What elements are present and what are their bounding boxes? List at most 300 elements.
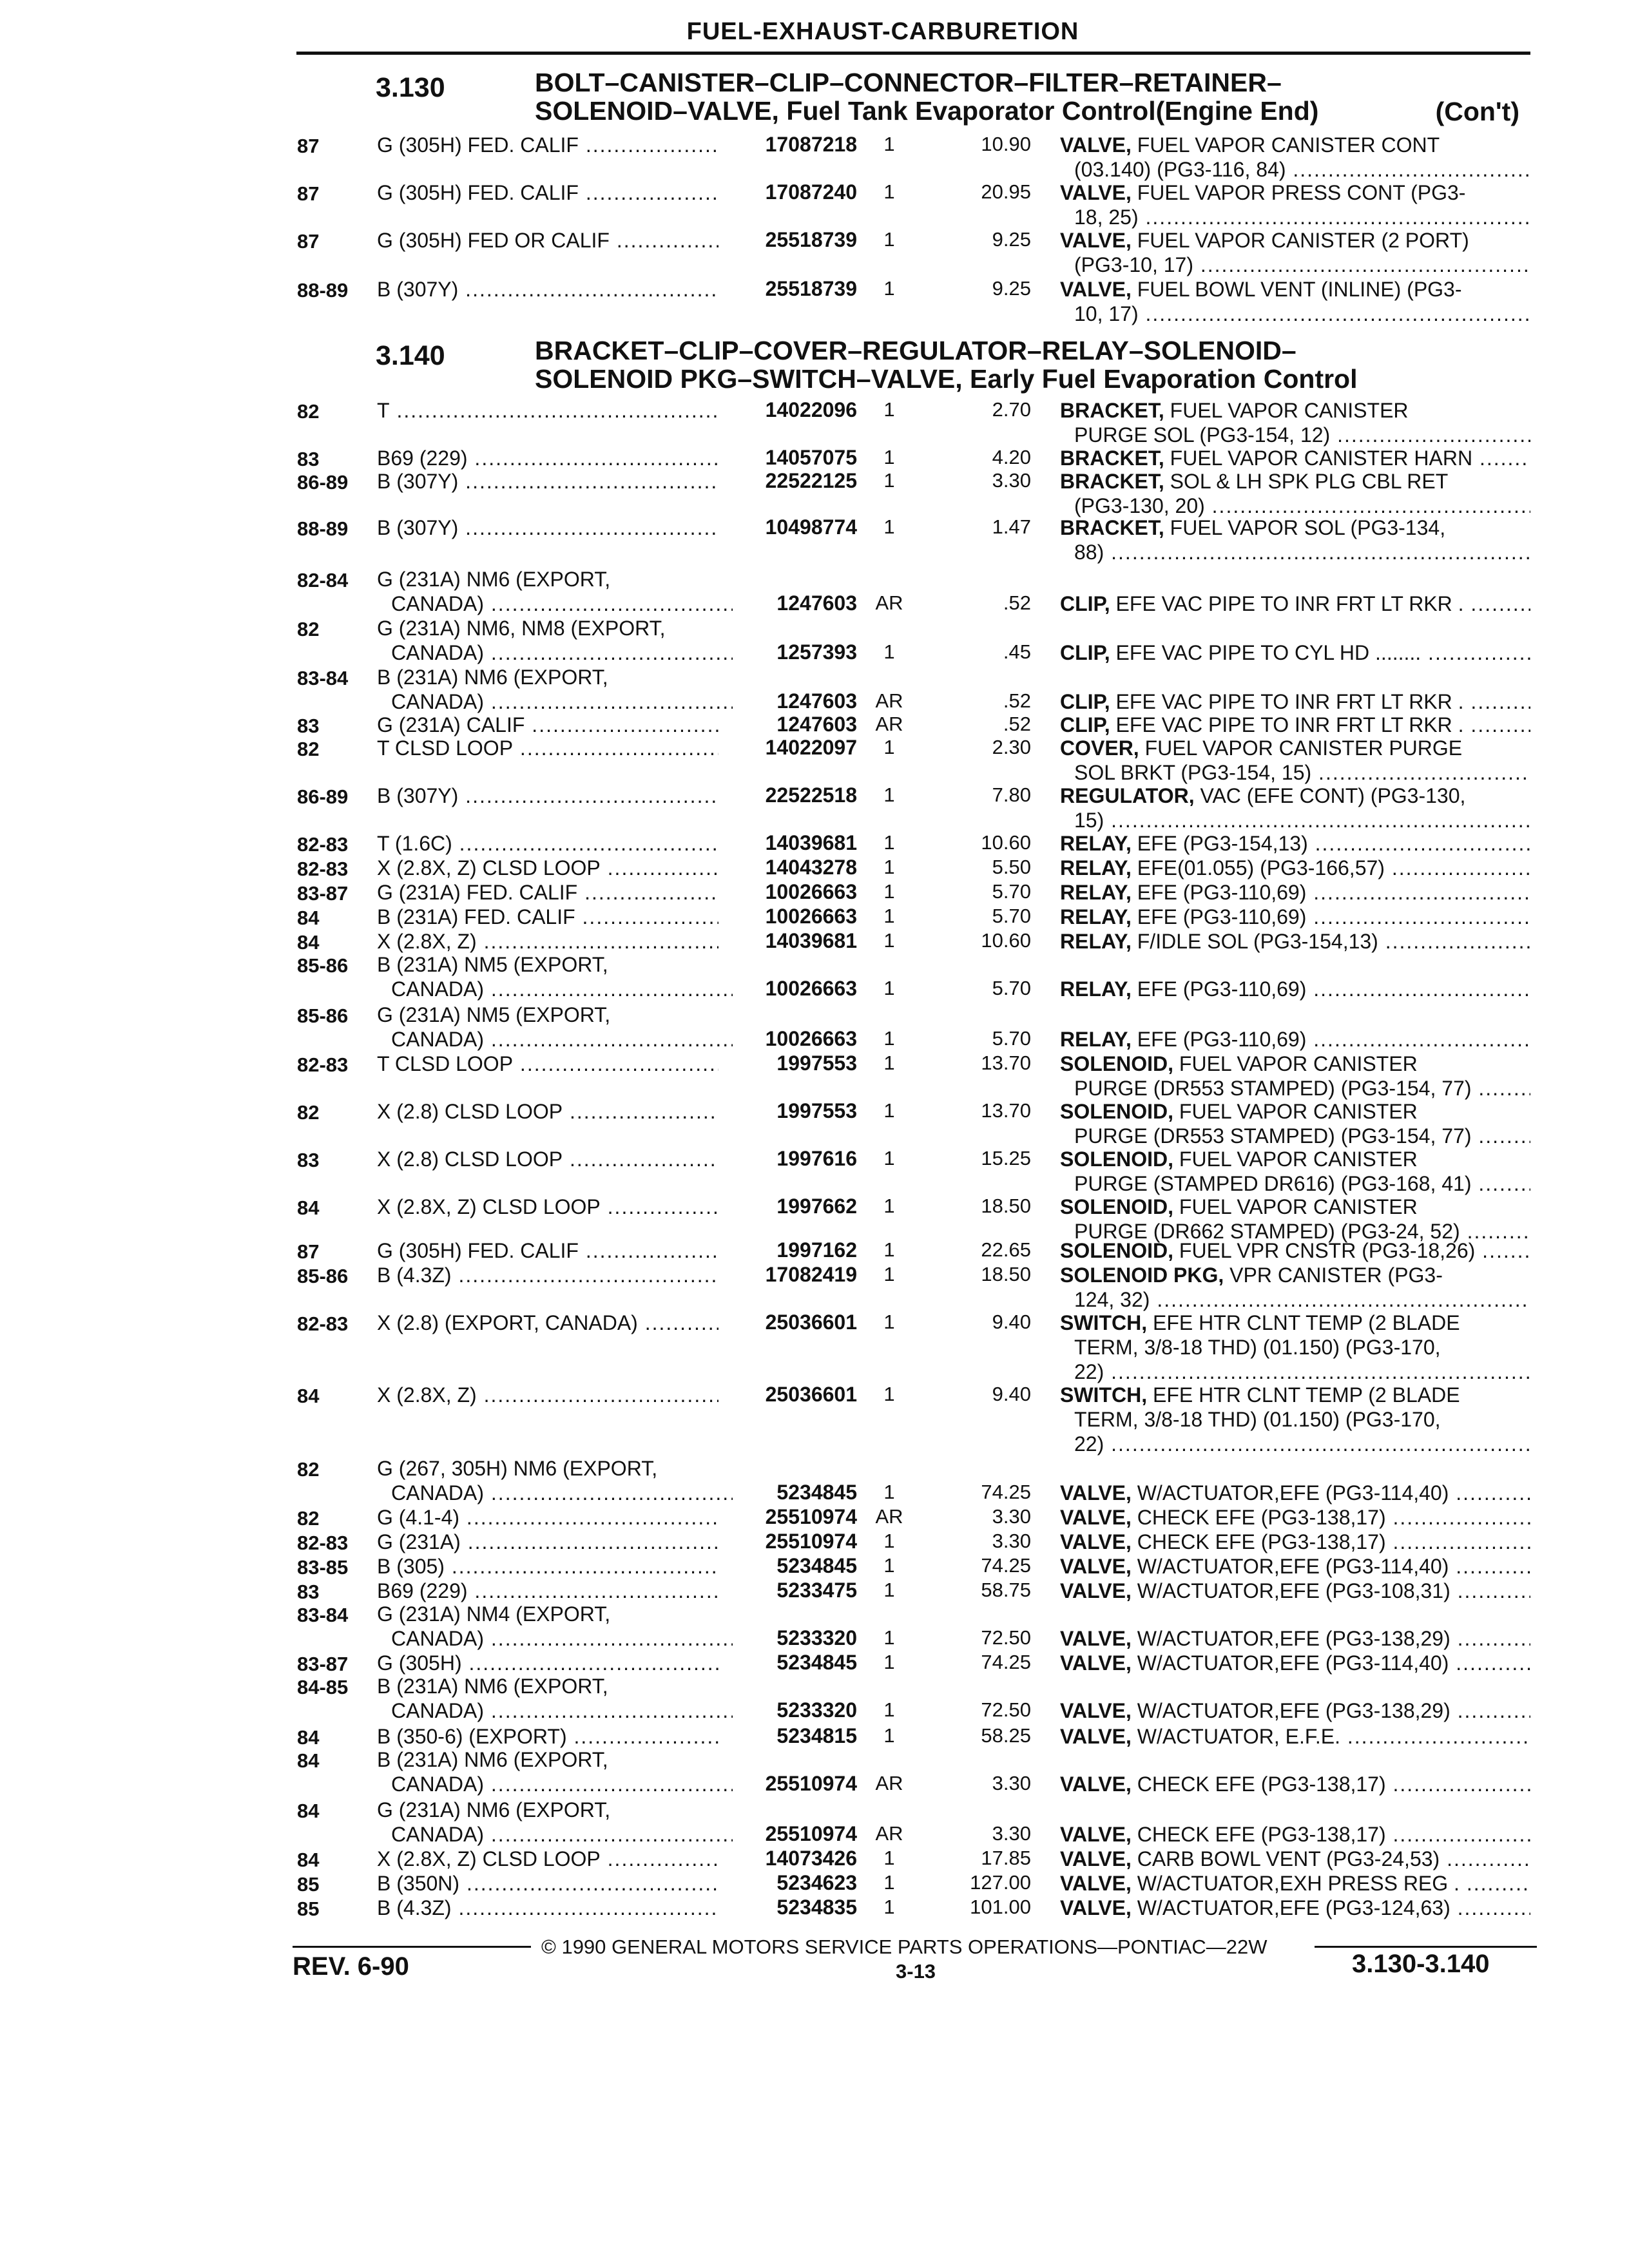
row-description-text: PURGE (DR553 STAMPED) (PG3-154, 77) xyxy=(1074,1124,1472,1148)
row-price: 22.65 xyxy=(981,1238,1031,1261)
row-description-name: SOLENOID PKG, xyxy=(1060,1264,1224,1287)
row-description-text: FUEL VAPOR CANISTER xyxy=(1179,1100,1418,1123)
row-model-text: B69 (229) xyxy=(377,447,468,470)
row-model xyxy=(377,180,718,205)
row-price: 18.50 xyxy=(981,1195,1031,1217)
row-part-number: 25518739 xyxy=(765,277,857,300)
row-description-name: BRACKET, xyxy=(1060,399,1164,422)
row-price: 5.70 xyxy=(992,1027,1031,1050)
row-model-text: B (231A) NM6 (EXPORT, xyxy=(377,1748,608,1771)
row-part-number: 1997616 xyxy=(776,1147,857,1170)
row-quantity: 1 xyxy=(883,1626,895,1649)
row-description-text: W/ACTUATOR,EFE (PG3-114,40) xyxy=(1137,1651,1449,1675)
row-model xyxy=(377,228,718,253)
row-quantity: 1 xyxy=(883,1481,895,1503)
row-model xyxy=(377,398,718,423)
row-description-name: COVER, xyxy=(1060,736,1139,760)
row-price: 3.30 xyxy=(992,469,1031,492)
row-year: 82-84 xyxy=(297,569,349,591)
row-year: 82-83 xyxy=(297,1532,349,1554)
row-description-name: VALVE, xyxy=(1060,1725,1132,1748)
row-description xyxy=(1060,977,1530,1001)
row-year: 83-84 xyxy=(297,667,349,689)
row-price: 3.30 xyxy=(992,1505,1031,1528)
row-quantity: 1 xyxy=(883,469,895,492)
row-description xyxy=(1060,180,1530,229)
row-description xyxy=(1060,1896,1530,1920)
row-part-number: 25518739 xyxy=(765,228,857,251)
row-part-number: 1247603 xyxy=(776,713,857,736)
row-description-text: FUEL VAPOR CANISTER (2 PORT) xyxy=(1137,229,1469,252)
row-year: 83-84 xyxy=(297,1604,349,1626)
header-rule xyxy=(296,52,1530,55)
row-year: 84 xyxy=(297,1800,320,1822)
row-description-name: VALVE, xyxy=(1060,1847,1132,1870)
row-model xyxy=(377,1724,718,1749)
row-model-text: B (307Y) xyxy=(377,784,459,807)
row-model-text: B (4.3Z) xyxy=(377,1896,452,1919)
row-description-text: SOL BRKT (PG3-154, 15) xyxy=(1074,761,1312,784)
row-model xyxy=(377,1238,718,1263)
row-year: 82 xyxy=(297,1101,320,1124)
row-description-name: RELAY, xyxy=(1060,832,1132,855)
row-model-text: B (350N) xyxy=(377,1872,460,1895)
row-description xyxy=(1060,929,1530,954)
row-model xyxy=(377,783,718,808)
row-description-text: 15) xyxy=(1074,809,1104,832)
row-part-number: 1247603 xyxy=(776,591,857,615)
row-price: 74.25 xyxy=(981,1481,1031,1503)
row-part-number: 14057075 xyxy=(765,446,857,469)
row-price: 13.70 xyxy=(981,1052,1031,1074)
row-year: 87 xyxy=(297,135,320,157)
row-model xyxy=(377,277,718,302)
row-part-number: 25510974 xyxy=(765,1530,857,1553)
row-quantity: 1 xyxy=(883,1383,895,1405)
row-part-number: 10026663 xyxy=(765,977,857,1000)
row-quantity: AR xyxy=(875,591,903,614)
row-part-number: 5233320 xyxy=(776,1698,857,1722)
row-description xyxy=(1060,1698,1530,1723)
row-part-number: 17087218 xyxy=(765,133,857,156)
row-description-name: BRACKET, xyxy=(1060,470,1164,493)
row-price: 74.25 xyxy=(981,1651,1031,1673)
row-year: 83 xyxy=(297,1149,320,1171)
row-model xyxy=(377,831,718,856)
row-price: 20.95 xyxy=(981,180,1031,203)
row-year: 84 xyxy=(297,1726,320,1749)
row-description-name: RELAY, xyxy=(1060,881,1132,904)
row-year: 82-83 xyxy=(297,1312,349,1335)
row-price: 10.60 xyxy=(981,929,1031,952)
row-description-name: SOLENOID, xyxy=(1060,1100,1174,1123)
row-model-text: B (350-6) (EXPORT) xyxy=(377,1725,567,1748)
row-quantity: 1 xyxy=(883,1195,895,1217)
row-description-text: EFE HTR CLNT TEMP (2 BLADE xyxy=(1152,1311,1460,1334)
row-model xyxy=(377,1747,718,1796)
row-part-number: 10498774 xyxy=(765,515,857,539)
row-description-text: CARB BOWL VENT (PG3-24,53) xyxy=(1137,1847,1440,1870)
row-quantity: 1 xyxy=(883,1530,895,1552)
row-description-name: VALVE, xyxy=(1060,1823,1132,1846)
row-price: 5.50 xyxy=(992,856,1031,878)
row-description xyxy=(1060,1724,1530,1749)
row-description xyxy=(1060,1052,1530,1100)
row-description xyxy=(1060,713,1530,737)
row-model-text: X (2.8) CLSD LOOP xyxy=(377,1148,563,1171)
row-description-name: VALVE, xyxy=(1060,1579,1132,1602)
row-model-text: B (305) xyxy=(377,1555,445,1578)
row-quantity: 1 xyxy=(883,1052,895,1074)
row-model xyxy=(377,880,718,905)
row-model xyxy=(377,665,718,714)
row-quantity: 1 xyxy=(883,1847,895,1869)
row-quantity: 1 xyxy=(883,1651,895,1673)
row-part-number: 25036601 xyxy=(765,1383,857,1406)
row-model-text: T xyxy=(377,399,390,422)
row-description-name: SOLENOID, xyxy=(1060,1052,1174,1075)
row-description-text: PURGE (STAMPED DR616) (PG3-168, 41) xyxy=(1074,1172,1472,1195)
row-model-text: X (2.8) CLSD LOOP xyxy=(377,1100,563,1123)
row-quantity: 1 xyxy=(883,1871,895,1894)
row-model-text: X (2.8X, Z) xyxy=(377,1383,477,1407)
row-part-number: 14043278 xyxy=(765,856,857,879)
row-year: 82 xyxy=(297,400,320,423)
row-description-name: VALVE, xyxy=(1060,1481,1132,1504)
row-part-number: 5234815 xyxy=(776,1724,857,1747)
row-model xyxy=(377,1554,718,1579)
row-price: 10.60 xyxy=(981,831,1031,854)
row-quantity: 1 xyxy=(883,446,895,468)
row-model xyxy=(377,856,718,880)
row-model xyxy=(377,567,718,616)
row-description-text: CHECK EFE (PG3-138,17) xyxy=(1137,1506,1386,1529)
row-part-number: 10026663 xyxy=(765,1027,857,1050)
row-year: 84 xyxy=(297,907,320,929)
row-description xyxy=(1060,1772,1530,1796)
row-year: 83-87 xyxy=(297,882,349,905)
row-description xyxy=(1060,1195,1530,1244)
row-description-text: (PG3-10, 17) xyxy=(1074,253,1193,276)
row-model-text: CANADA) xyxy=(391,977,485,1001)
row-model xyxy=(377,616,718,665)
row-description xyxy=(1060,1505,1530,1530)
row-description xyxy=(1060,1311,1530,1384)
row-model xyxy=(377,1530,718,1554)
row-description-text: W/ACTUATOR,EFE (PG3-124,63) xyxy=(1137,1896,1451,1919)
row-model xyxy=(377,1099,718,1124)
row-part-number: 10026663 xyxy=(765,905,857,928)
row-model-text: G (305H) FED. CALIF xyxy=(377,1239,579,1262)
row-part-number: 25510974 xyxy=(765,1772,857,1795)
row-description-text: W/ACTUATOR,EFE (PG3-138,29) xyxy=(1137,1627,1451,1650)
row-description-name: RELAY, xyxy=(1060,977,1132,1001)
row-model-text: CANADA) xyxy=(391,1773,485,1796)
row-description-text: CHECK EFE (PG3-138,17) xyxy=(1137,1530,1386,1553)
row-description-name: RELAY, xyxy=(1060,930,1132,953)
row-description-name: VALVE, xyxy=(1060,1506,1132,1529)
row-description xyxy=(1060,1238,1530,1263)
row-description-name: RELAY, xyxy=(1060,905,1132,928)
section-title-line: BRACKET–CLIP–COVER–REGULATOR–RELAY–SOLENOID– xyxy=(535,336,1296,365)
row-year: 82 xyxy=(297,618,320,640)
row-quantity: 1 xyxy=(883,640,895,663)
row-price: 3.30 xyxy=(992,1772,1031,1794)
row-description-name: SWITCH, xyxy=(1060,1383,1148,1407)
row-description-text: FUEL VPR CNSTR (PG3-18,26) xyxy=(1179,1239,1476,1262)
row-model-text: X (2.8X, Z) CLSD LOOP xyxy=(377,856,601,879)
row-description-text: EFE VAC PIPE TO CYL HD ........ xyxy=(1115,641,1422,664)
row-model-text: CANADA) xyxy=(391,1823,485,1846)
row-model-text: B (231A) NM6 (EXPORT, xyxy=(377,1675,608,1698)
section-title-line: BOLT–CANISTER–CLIP–CONNECTOR–FILTER–RETAINER– xyxy=(535,68,1282,97)
row-description xyxy=(1060,1871,1530,1896)
section-continued: (Con't) xyxy=(1435,97,1519,126)
row-description-name: CLIP, xyxy=(1060,592,1110,615)
row-year: 87 xyxy=(297,1240,320,1263)
row-quantity: 1 xyxy=(883,1724,895,1747)
row-description xyxy=(1060,1147,1530,1196)
row-model-text: CANADA) xyxy=(391,592,485,615)
row-description xyxy=(1060,469,1530,518)
row-quantity: 1 xyxy=(883,228,895,251)
row-part-number: 22522125 xyxy=(765,469,857,492)
row-model xyxy=(377,713,718,737)
row-description-text: EFE VAC PIPE TO INR FRT LT RKR . xyxy=(1115,690,1464,713)
row-quantity: 1 xyxy=(883,929,895,952)
row-description-text: PURGE (DR553 STAMPED) (PG3-154, 77) xyxy=(1074,1077,1472,1100)
row-part-number: 17087240 xyxy=(765,180,857,204)
row-description-name: VALVE, xyxy=(1060,181,1132,204)
row-description-name: VALVE, xyxy=(1060,1699,1132,1722)
row-model xyxy=(377,905,718,929)
row-model xyxy=(377,1847,718,1871)
row-description-name: SWITCH, xyxy=(1060,1311,1148,1334)
row-part-number: 5234845 xyxy=(776,1651,857,1674)
row-model-text: B (307Y) xyxy=(377,516,459,539)
row-model xyxy=(377,515,718,540)
row-model xyxy=(377,1052,718,1076)
row-model xyxy=(377,1896,718,1920)
row-description-name: VALVE, xyxy=(1060,278,1132,301)
row-price: 7.80 xyxy=(992,783,1031,806)
row-description-text: EFE HTR CLNT TEMP (2 BLADE xyxy=(1152,1383,1460,1407)
row-description-name: VALVE, xyxy=(1060,1530,1132,1553)
row-price: 9.25 xyxy=(992,277,1031,300)
row-description xyxy=(1060,398,1530,447)
row-description-text: 88) xyxy=(1074,541,1104,564)
row-description-text: EFE (PG3-110,69) xyxy=(1137,1028,1307,1051)
row-model-text: X (2.8X, Z) xyxy=(377,930,477,953)
row-price: 5.70 xyxy=(992,905,1031,927)
row-year: 83 xyxy=(297,715,320,737)
row-year: 85 xyxy=(297,1898,320,1920)
row-quantity: 1 xyxy=(883,133,895,155)
row-description xyxy=(1060,228,1530,277)
row-model-text: G (305H) FED OR CALIF xyxy=(377,229,610,252)
row-description xyxy=(1060,640,1530,665)
row-year: 87 xyxy=(297,230,320,253)
row-description-name: VALVE, xyxy=(1060,1555,1132,1578)
row-model-text: G (231A) NM6 (EXPORT, xyxy=(377,568,611,591)
row-description-name: VALVE, xyxy=(1060,1651,1132,1675)
row-quantity: 1 xyxy=(883,1027,895,1050)
row-model-text: G (231A) NM6, NM8 (EXPORT, xyxy=(377,617,666,640)
row-model-text: CANADA) xyxy=(391,1028,485,1051)
row-part-number: 5234835 xyxy=(776,1896,857,1919)
row-description-text: EFE VAC PIPE TO INR FRT LT RKR . xyxy=(1115,713,1464,736)
row-description-name: RELAY, xyxy=(1060,1028,1132,1051)
row-year: 84-85 xyxy=(297,1676,349,1698)
row-model xyxy=(377,952,718,1001)
row-quantity: 1 xyxy=(883,1579,895,1601)
row-description-name: VALVE, xyxy=(1060,133,1132,157)
row-price: 17.85 xyxy=(981,1847,1031,1869)
row-model-text: T CLSD LOOP xyxy=(377,1052,514,1075)
row-model-text: B (307Y) xyxy=(377,470,459,493)
row-description xyxy=(1060,1626,1530,1651)
row-description-text: FUEL VAPOR CANISTER xyxy=(1179,1148,1418,1171)
row-model-text: G (267, 305H) NM6 (EXPORT, xyxy=(377,1457,658,1480)
row-price: .45 xyxy=(1003,640,1031,663)
row-description-text: TERM, 3/8-18 THD) (01.150) (PG3-170, xyxy=(1074,1336,1441,1359)
row-model xyxy=(377,469,718,494)
row-description-name: SOLENOID, xyxy=(1060,1195,1174,1218)
row-description xyxy=(1060,831,1530,856)
row-description-text: 22) xyxy=(1074,1432,1104,1456)
row-year: 82 xyxy=(297,738,320,760)
row-price: 101.00 xyxy=(970,1896,1031,1918)
row-description xyxy=(1060,1099,1530,1148)
row-model-text: G (231A) CALIF xyxy=(377,713,525,736)
row-model xyxy=(377,929,718,954)
row-model-text: G (231A) xyxy=(377,1530,461,1553)
row-year: 83-87 xyxy=(297,1653,349,1675)
row-model-text: B (231A) NM5 (EXPORT, xyxy=(377,953,608,976)
row-year: 86-89 xyxy=(297,471,349,494)
row-price: 58.75 xyxy=(981,1579,1031,1601)
row-description-text: FUEL VAPOR CANISTER xyxy=(1179,1052,1418,1075)
row-description xyxy=(1060,591,1530,616)
row-description-text: 18, 25) xyxy=(1074,206,1139,229)
row-price: 13.70 xyxy=(981,1099,1031,1122)
row-part-number: 14039681 xyxy=(765,929,857,952)
row-description xyxy=(1060,1027,1530,1052)
row-price: 74.25 xyxy=(981,1554,1031,1577)
row-price: 58.25 xyxy=(981,1724,1031,1747)
row-part-number: 14022096 xyxy=(765,398,857,421)
row-model xyxy=(377,1798,718,1847)
row-quantity: 1 xyxy=(883,1311,895,1333)
row-description xyxy=(1060,880,1530,905)
row-description-text: SOL & LH SPK PLG CBL RET xyxy=(1170,470,1449,493)
row-description-text: 124, 32) xyxy=(1074,1288,1150,1311)
row-part-number: 1247603 xyxy=(776,689,857,713)
row-quantity: AR xyxy=(875,1772,903,1794)
row-quantity: 1 xyxy=(883,783,895,806)
row-model-text: B (307Y) xyxy=(377,278,459,301)
row-description xyxy=(1060,133,1530,182)
row-part-number: 1997553 xyxy=(776,1052,857,1075)
row-description-text: CHECK EFE (PG3-138,17) xyxy=(1137,1773,1386,1796)
footer-revision: REV. 6-90 xyxy=(293,1952,409,1981)
row-description-text: W/ACTUATOR,EFE (PG3-138,29) xyxy=(1137,1699,1451,1722)
row-model-text: G (305H) FED. CALIF xyxy=(377,181,579,204)
row-model-text: CANADA) xyxy=(391,1481,485,1504)
row-model-text: CANADA) xyxy=(391,641,485,664)
row-quantity: 1 xyxy=(883,905,895,927)
row-year: 84 xyxy=(297,1385,320,1407)
row-part-number: 5234845 xyxy=(776,1481,857,1504)
row-price: 18.50 xyxy=(981,1263,1031,1285)
row-description-text: PURGE (DR662 STAMPED) (PG3-24, 52) xyxy=(1074,1220,1460,1243)
row-year: 82 xyxy=(297,1458,320,1481)
row-year: 84 xyxy=(297,1196,320,1219)
row-quantity: 1 xyxy=(883,1147,895,1169)
row-description xyxy=(1060,736,1530,785)
row-price: 10.90 xyxy=(981,133,1031,155)
row-description-name: CLIP, xyxy=(1060,713,1110,736)
row-model-text: B (4.3Z) xyxy=(377,1264,452,1287)
row-model xyxy=(377,1871,718,1896)
row-model-text: B (231A) NM6 (EXPORT, xyxy=(377,666,608,689)
row-description-name: VALVE, xyxy=(1060,1627,1132,1650)
row-description-text: VAC (EFE CONT) (PG3-130, xyxy=(1200,784,1466,807)
row-price: 9.40 xyxy=(992,1383,1031,1405)
row-quantity: 1 xyxy=(883,856,895,878)
row-description-text: W/ACTUATOR, E.F.E. xyxy=(1137,1725,1340,1748)
row-description-text: FUEL VAPOR CANISTER xyxy=(1170,399,1409,422)
row-model-text: T (1.6C) xyxy=(377,832,452,855)
row-description-text: W/ACTUATOR,EFE (PG3-108,31) xyxy=(1137,1579,1451,1602)
row-description xyxy=(1060,905,1530,929)
row-description-text: W/ACTUATOR,EFE (PG3-114,40) xyxy=(1137,1481,1449,1504)
row-quantity: 1 xyxy=(883,1554,895,1577)
row-quantity: AR xyxy=(875,689,903,712)
row-model xyxy=(377,1602,718,1651)
row-part-number: 1257393 xyxy=(776,640,857,664)
row-description-text: FUEL BOWL VENT (INLINE) (PG3- xyxy=(1137,278,1462,301)
row-part-number: 1997662 xyxy=(776,1195,857,1218)
row-model-text: G (4.1-4) xyxy=(377,1506,460,1529)
row-model-text: X (2.8X, Z) CLSD LOOP xyxy=(377,1195,601,1218)
row-model-text: CANADA) xyxy=(391,690,485,713)
row-year: 82-83 xyxy=(297,1053,349,1076)
row-model xyxy=(377,1651,718,1675)
row-model xyxy=(377,1311,718,1335)
row-part-number: 5233320 xyxy=(776,1626,857,1649)
row-model xyxy=(377,1383,718,1407)
row-quantity: 1 xyxy=(883,1263,895,1285)
row-description-text: FUEL VAPOR CANISTER HARN xyxy=(1170,447,1473,470)
row-year: 86-89 xyxy=(297,785,349,808)
row-price: 72.50 xyxy=(981,1698,1031,1721)
row-price: 9.25 xyxy=(992,228,1031,251)
row-price: .52 xyxy=(1003,591,1031,614)
row-quantity: 1 xyxy=(883,831,895,854)
row-description-text: FUEL VAPOR CANISTER CONT xyxy=(1137,133,1440,157)
row-model-text: G (231A) NM5 (EXPORT, xyxy=(377,1003,611,1026)
section-number: 3.130 xyxy=(376,72,445,103)
row-part-number: 25510974 xyxy=(765,1822,857,1845)
row-model-text: CANADA) xyxy=(391,1627,485,1650)
row-year: 83 xyxy=(297,1581,320,1603)
row-price: 3.30 xyxy=(992,1530,1031,1552)
row-model xyxy=(377,1456,718,1505)
row-quantity: AR xyxy=(875,713,903,735)
row-description xyxy=(1060,277,1530,326)
row-quantity: 1 xyxy=(883,880,895,903)
